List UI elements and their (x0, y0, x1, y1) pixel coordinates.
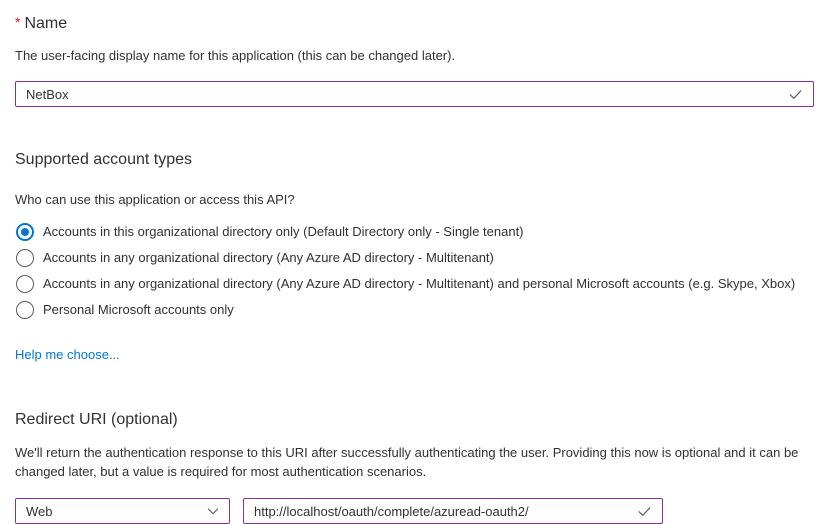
account-type-option-label: Personal Microsoft accounts only (43, 302, 234, 317)
platform-select-value: Web (26, 503, 53, 519)
radio-button[interactable] (16, 275, 34, 293)
platform-select[interactable] (15, 498, 230, 524)
account-type-option-label: Accounts in any organizational directory (Any Azure AD directory - Multitenant) and personal Microsoft accounts (e.g. Skype, Xbox) (43, 276, 796, 291)
radio-button[interactable] (16, 249, 34, 267)
help-me-choose-link[interactable]: Help me choose... (15, 347, 120, 362)
name-title-text: Name (24, 15, 68, 32)
account-type-option[interactable] (15, 219, 814, 245)
radio-button[interactable] (16, 223, 34, 241)
redirect-uri-input[interactable] (244, 499, 662, 523)
checkmark-icon (788, 87, 803, 102)
account-type-option[interactable] (15, 271, 814, 297)
account-type-option[interactable] (15, 245, 814, 271)
supported-account-types-title: Supported account types (15, 151, 193, 168)
redirect-uri-row (15, 498, 814, 524)
account-types-question: Who can use this application or access this API? (15, 192, 295, 207)
radio-button[interactable] (16, 301, 34, 319)
account-type-option[interactable] (15, 297, 814, 323)
redirect-uri-title: Redirect URI (optional) (15, 411, 178, 428)
account-type-option-label: Accounts in this organizational directory only (Default Directory only - Single tenant) (43, 224, 524, 239)
name-input[interactable] (16, 82, 813, 106)
account-type-option-label: Accounts in any organizational directory (Any Azure AD directory - Multitenant) (43, 250, 494, 265)
redirect-uri-description: We'll return the authentication response to this URI after successfully authenticating the user. Providing this now is optional and it can be changed later, but a value is required for most authentication scenarios. (15, 445, 799, 479)
redirect-uri-field-container (243, 498, 663, 524)
required-asterisk: * (15, 14, 21, 30)
name-description: The user-facing display name for this application (this can be changed later). (15, 48, 456, 63)
name-section-title (15, 12, 814, 34)
checkmark-icon (637, 504, 652, 519)
account-types-radio-group (15, 219, 814, 323)
name-field-container (15, 81, 814, 107)
